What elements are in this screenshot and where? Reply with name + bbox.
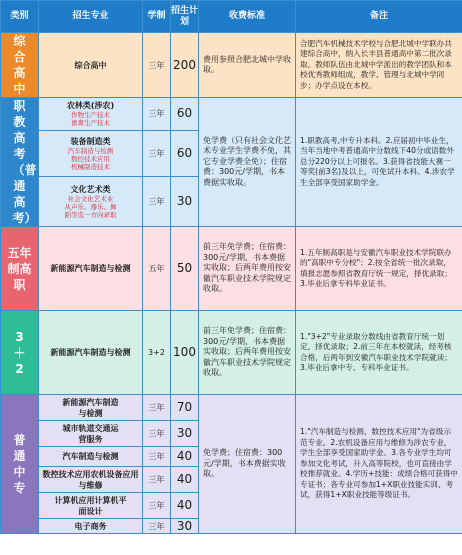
major-cell: 汽车制造与检测 bbox=[39, 447, 143, 467]
major-name: 新能源汽车制造与检测 bbox=[62, 397, 119, 418]
header-category: 类别 bbox=[1, 1, 39, 33]
fee-cell: 前三年免学费；住宿费：300元/学期，书本费据实收取；后两年费用按安徽汽车职业技术学院规定收取。 bbox=[199, 311, 296, 395]
plan-cell: 30 bbox=[171, 519, 199, 534]
major-cell: 综合高中 bbox=[39, 33, 143, 98]
major-sub: 作物生产技术 bbox=[71, 111, 110, 120]
major-cell bbox=[39, 176, 143, 226]
major-name: 装备制造类 bbox=[70, 136, 111, 146]
major-name: 计算机应用计算机平面设计 bbox=[54, 495, 127, 516]
duration-cell: 三年 bbox=[143, 33, 171, 98]
notes-cell: 合肥汽车机械技术学校与合肥北城中学联办共建综合高中，纳入长丰县普通高中第二批次录取。教师队伍由北城中学派出的教学团队和本校优秀教师组成，教学、管理与北城中学同步；办学点设在本校。 bbox=[296, 33, 462, 98]
duration-cell: 3+2 bbox=[143, 311, 171, 395]
major-sub: 社会文化艺术业 bbox=[67, 194, 114, 203]
major-cell: 电子商务 bbox=[39, 519, 143, 534]
duration-cell: 三年 bbox=[143, 493, 171, 519]
fee-cell: 前三年免学费；住宿费：300元/学期，书本费据实收取；后两年费用按安徽汽车职业技术学院规定收取。 bbox=[199, 227, 296, 311]
plan-cell: 40 bbox=[171, 467, 199, 493]
duration-cell: 三年 bbox=[143, 395, 171, 421]
major-sub: 从声乐、器乐、舞 bbox=[64, 202, 117, 211]
major-sub: 蹈等选一方向录取 bbox=[64, 210, 117, 219]
major-name: 文化艺术类 bbox=[70, 184, 111, 194]
category-wunian: 五年制高职 bbox=[1, 227, 39, 311]
duration-cell: 三年 bbox=[143, 467, 171, 493]
major-cell bbox=[39, 98, 143, 131]
plan-cell: 70 bbox=[171, 395, 199, 421]
header-duration: 学制 bbox=[143, 1, 171, 33]
table-row bbox=[1, 227, 462, 311]
notes-cell: 1."汽车制造与检测、数控技术应用"为省级示范专业。2.农机设备应用与维修为涉农专业，学生全部享受国家助学金。3.各专业学生均可参加文化考试，升入高等院校，也可直接由学校推荐就业。4.学历+技能：成绩合格可获得中专证书；各专业可参加1+X职业技能实训、考试，获得1+X职业技能等级证书。 bbox=[296, 395, 462, 534]
major-cell: 新能源汽车制造与检测 bbox=[39, 311, 143, 395]
notes-cell: 1.职教高考,中专升本科。2.应届初中毕业生，当年当地中考普通高中分数线下40分或语数外总分220分以上可报名。3.获得省技能大赛一等奖(前3名)及以上，可免试升本科。4.涉农学生全部享受国家助学金。 bbox=[296, 98, 462, 227]
major-sub: 汽车制造与检测 bbox=[67, 146, 114, 155]
major-cell bbox=[39, 467, 143, 493]
table-row bbox=[1, 311, 462, 395]
plan-cell: 100 bbox=[171, 311, 199, 395]
plan-cell: 30 bbox=[171, 176, 199, 226]
category-zhigao: 职教高考（普通高考） bbox=[1, 98, 39, 227]
plan-cell: 50 bbox=[171, 227, 199, 311]
category-putong: 普通中专 bbox=[1, 395, 39, 534]
major-sub: 数控技术应用 bbox=[71, 154, 110, 163]
header-fee: 收费标准 bbox=[199, 1, 296, 33]
notes-cell: 1.五年制高职是与安徽汽车职业技术学院联办的"高职中专分校"；2.按全省统一批次录取，填报志愿参照省教育厅统一规定，择优录取；3.毕业后拿专科毕业证书。 bbox=[296, 227, 462, 311]
fee-cell: 免学费（只有社会文化艺术专业学生学费不免，其它专业学费全免）；住宿费：300元/学期，书本费据实收取。 bbox=[199, 98, 296, 227]
category-zonghe: 综合高中 bbox=[1, 33, 39, 98]
duration-cell: 三年 bbox=[143, 130, 171, 176]
header-major: 招生专业 bbox=[39, 1, 143, 33]
major-cell: 新能源汽车制造与检测 bbox=[39, 227, 143, 311]
plan-cell: 200 bbox=[171, 33, 199, 98]
plan-cell: 60 bbox=[171, 130, 199, 176]
duration-cell: 五年 bbox=[143, 227, 171, 311]
duration-cell: 三年 bbox=[143, 421, 171, 447]
category-3plus2: 3＋2 bbox=[1, 311, 39, 395]
duration-cell: 三年 bbox=[143, 447, 171, 467]
duration-cell: 三年 bbox=[143, 176, 171, 226]
major-sub: 机械制造技术 bbox=[71, 162, 110, 171]
table-row bbox=[1, 395, 462, 421]
plan-cell: 60 bbox=[171, 98, 199, 131]
major-cell bbox=[39, 493, 143, 519]
plan-cell: 40 bbox=[171, 447, 199, 467]
major-name: 农林类(涉农) bbox=[66, 101, 115, 111]
plan-cell: 40 bbox=[171, 493, 199, 519]
plan-cell: 30 bbox=[171, 421, 199, 447]
major-sub: 畜禽生产技术 bbox=[71, 119, 110, 128]
major-name: 数控技术应用农机设备应用与维修 bbox=[42, 469, 139, 490]
notes-cell: 1."3+2"专业录取分数线由省教育厅统一划定，择优录取；2.前三年在本校就读，经考核合格，后两年到安徽汽车职业技术学院就读；3.毕业后拿中专、专科毕业证书。 bbox=[296, 311, 462, 395]
major-cell bbox=[39, 421, 143, 447]
table-row bbox=[1, 98, 462, 131]
major-cell bbox=[39, 130, 143, 176]
header-plan: 招生计划 bbox=[171, 1, 199, 33]
major-name: 城市轨道交通运营服务 bbox=[62, 423, 119, 444]
duration-cell: 三年 bbox=[143, 98, 171, 131]
major-cell bbox=[39, 395, 143, 421]
fee-cell: 费用参照合肥北城中学收取。 bbox=[199, 33, 296, 98]
table-row bbox=[1, 33, 462, 98]
header-notes: 备注 bbox=[296, 1, 462, 33]
header-row bbox=[1, 1, 462, 33]
duration-cell: 三年 bbox=[143, 519, 171, 534]
fee-cell: 免学费；住宿费：300元/学期，书本费据实收取。 bbox=[199, 395, 296, 534]
